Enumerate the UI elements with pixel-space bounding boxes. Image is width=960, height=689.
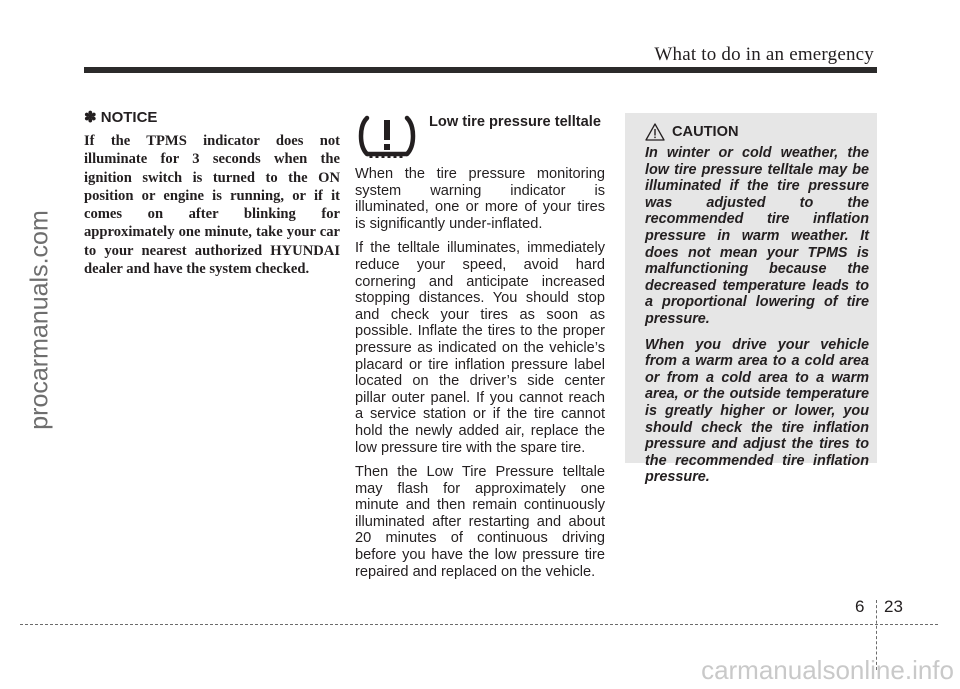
caution-paragraph: When you drive your vehicle from a warm area to a cold area or from a cold area to a warm area, or the outside temperature is greatly higher or lower, you should check the tire inflation pressure and adjust the tires to the recommended tire inflation pressure. bbox=[645, 336, 869, 486]
header-rule bbox=[84, 67, 877, 73]
footer-rule bbox=[20, 624, 938, 625]
chapter-number: 6 bbox=[855, 597, 865, 616]
telltale-paragraph: When the tire pressure monitoring system warning indicator is illuminated, one or more of your tires is significantly under-inflated. bbox=[355, 166, 605, 232]
caution-header bbox=[645, 123, 869, 141]
caution-paragraph: In winter or cold weather, the low tire pressure telltale may be illuminated if the tire pressure was adjusted to the recommended tire inflation pressure in warm weather. It does not mean your TPMS is malfunctioning because the decreased temperature leads to a proportional lowering of tire pressure. bbox=[645, 145, 869, 327]
notice-title: ✽ NOTICE bbox=[84, 109, 158, 126]
notice-block bbox=[84, 108, 340, 278]
low-tire-pressure-icon bbox=[355, 112, 419, 162]
telltale-text bbox=[355, 166, 605, 588]
page-number: 23 bbox=[884, 597, 903, 616]
telltale-paragraph: Then the Low Tire Pressure telltale may flash for approximately one minute and then remain continuously illuminated after restarting and about 20 minutes of continuous driving before you have the low pressure tire repaired and replaced on the vehicle. bbox=[355, 464, 605, 580]
left-watermark bbox=[24, 150, 56, 490]
telltale-paragraph: If the telltale illuminates, immediately reduce your speed, avoid hard cornering and anticipate increased stopping distances. You should stop and check your tires as soon as possible. Inflate the tires to the proper pressure as indicated on the vehicle’s placard or tire inflation pressure label located on the driver’s side center pillar outer panel. If you cannot reach a service station or if the tire cannot hold the newly added air, replace the low pressure tire with the spare tire. bbox=[355, 240, 605, 456]
warning-triangle-icon bbox=[645, 123, 665, 141]
caution-title: CAUTION bbox=[672, 124, 739, 140]
bottom-watermark: carmanualsonline.info bbox=[701, 655, 954, 685]
notice-body: If the TPMS indicator does not illuminate for 3 seconds when the ignition switch is turned to the ON position or engine is running, or if it comes on after blinking for approximately one minute, take your car to your nearest authorized HYUNDAI dealer and have the system checked. bbox=[84, 133, 340, 278]
section-title: What to do in an emergency bbox=[654, 44, 874, 65]
left-watermark-text: procarmanuals.com bbox=[25, 210, 54, 430]
telltale-title: Low tire pressure telltale bbox=[429, 114, 601, 130]
caution-box bbox=[625, 113, 877, 486]
